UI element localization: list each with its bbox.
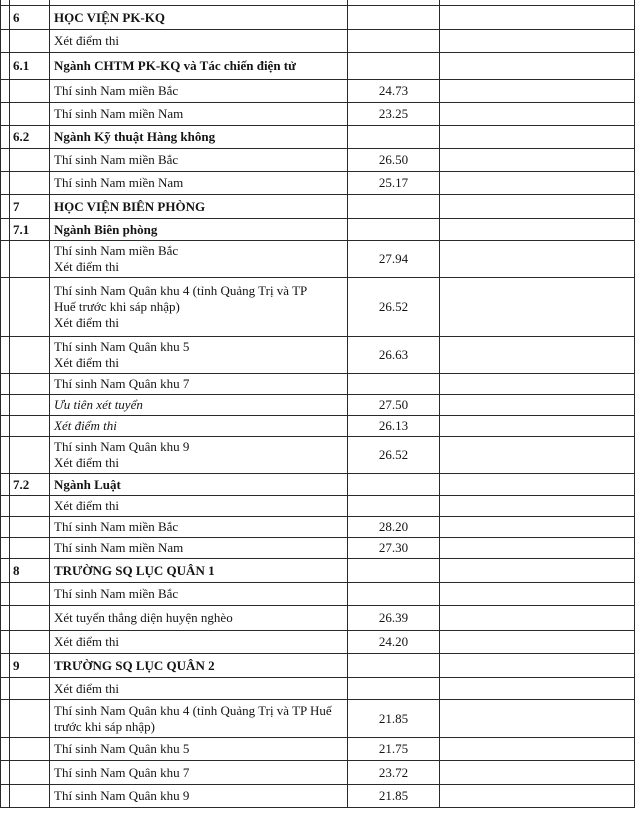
table-row — [1, 149, 635, 172]
row-name: Thí sinh Nam miền Bắc — [50, 517, 348, 538]
margin-cell — [1, 195, 10, 219]
row-note — [440, 219, 635, 241]
row-name: Xét tuyển thẳng diện huyện nghèo — [50, 606, 348, 631]
row-number — [10, 395, 50, 416]
row-score: 26.63 — [348, 337, 440, 374]
row-score: 23.25 — [348, 103, 440, 126]
row-note — [440, 278, 635, 337]
margin-cell — [1, 606, 10, 631]
margin-cell — [1, 785, 10, 808]
row-name-line: Thí sinh Nam Quân khu 4 (tỉnh Quảng Trị và TP — [54, 283, 308, 298]
margin-cell — [1, 103, 10, 126]
row-name-line: Thí sinh Nam Quân khu 4 (tỉnh Quảng Trị và TP Huế — [54, 702, 332, 718]
table-row — [1, 606, 635, 631]
row-score — [348, 559, 440, 583]
row-note — [440, 474, 635, 496]
table-row — [1, 761, 635, 785]
row-number: 6.1 — [10, 53, 50, 80]
row-number — [10, 606, 50, 631]
row-number: 6 — [10, 6, 50, 30]
margin-cell — [1, 149, 10, 172]
row-note — [440, 30, 635, 53]
row-score — [348, 583, 440, 606]
row-note — [440, 241, 635, 278]
row-note — [440, 761, 635, 785]
row-name: Ngành Kỹ thuật Hàng không — [50, 126, 348, 149]
row-name: HỌC VIỆN PK-KQ — [50, 6, 348, 30]
row-score: 27.94 — [348, 241, 440, 278]
table-row — [1, 785, 635, 808]
row-name: Xét điểm thi — [50, 416, 348, 437]
row-note — [440, 53, 635, 80]
row-note — [440, 374, 635, 395]
row-number: 6.2 — [10, 126, 50, 149]
row-number: 8 — [10, 559, 50, 583]
row-name: Ngành CHTM PK-KQ và Tác chiến điện tử — [50, 53, 348, 80]
row-note — [440, 6, 635, 30]
row-number: 9 — [10, 654, 50, 678]
row-note — [440, 606, 635, 631]
table-row — [1, 278, 635, 337]
table-row — [1, 219, 635, 241]
table-row — [1, 6, 635, 30]
row-name: Xét điểm thi — [50, 631, 348, 654]
margin-cell — [1, 126, 10, 149]
row-name: Ngành Luật — [50, 474, 348, 496]
row-number — [10, 416, 50, 437]
table-row — [1, 30, 635, 53]
row-score: 27.50 — [348, 395, 440, 416]
row-score: 28.20 — [348, 517, 440, 538]
table-row — [1, 337, 635, 374]
table-row — [1, 172, 635, 195]
table-row — [1, 538, 635, 559]
row-number — [10, 30, 50, 53]
margin-cell — [1, 30, 10, 53]
margin-cell — [1, 172, 10, 195]
margin-cell — [1, 219, 10, 241]
row-number — [10, 700, 50, 738]
row-score: 24.73 — [348, 80, 440, 103]
row-score — [348, 474, 440, 496]
row-score: 26.52 — [348, 278, 440, 337]
row-name-line: Thí sinh Nam Quân khu 5 — [54, 339, 190, 354]
row-name: Thí sinh Nam miền Nam — [50, 103, 348, 126]
table-row — [1, 517, 635, 538]
row-name: Xét điểm thi — [50, 678, 348, 700]
margin-cell — [1, 761, 10, 785]
row-note — [440, 785, 635, 808]
row-number — [10, 278, 50, 337]
row-note — [440, 172, 635, 195]
row-name: Thí sinh Nam miền Bắc — [50, 583, 348, 606]
row-name — [50, 337, 348, 374]
table-row — [1, 583, 635, 606]
row-score: 26.50 — [348, 149, 440, 172]
row-name: Xét điểm thi — [50, 30, 348, 53]
row-note — [440, 416, 635, 437]
margin-cell — [1, 80, 10, 103]
row-name: Thí sinh Nam miền Bắc — [50, 149, 348, 172]
margin-cell — [1, 6, 10, 30]
row-number — [10, 517, 50, 538]
row-note — [440, 538, 635, 559]
row-name: Ngành Biên phòng — [50, 219, 348, 241]
row-name: TRƯỜNG SQ LỤC QUÂN 1 — [50, 559, 348, 583]
table-row — [1, 195, 635, 219]
row-name-line: Xét điểm thi — [54, 315, 119, 330]
row-note — [440, 559, 635, 583]
row-number — [10, 437, 50, 474]
table-row — [1, 654, 635, 678]
table-row — [1, 53, 635, 80]
row-score — [348, 654, 440, 678]
row-score: 26.52 — [348, 437, 440, 474]
table-row — [1, 126, 635, 149]
table-row — [1, 395, 635, 416]
row-note — [440, 195, 635, 219]
table-row — [1, 474, 635, 496]
row-number — [10, 103, 50, 126]
row-name-line: Thí sinh Nam Quân khu 9 — [54, 439, 190, 454]
margin-cell — [1, 437, 10, 474]
table-row — [1, 496, 635, 517]
margin-cell — [1, 631, 10, 654]
row-number — [10, 583, 50, 606]
row-name — [50, 241, 348, 278]
margin-cell — [1, 474, 10, 496]
table-row — [1, 241, 635, 278]
row-number — [10, 785, 50, 808]
row-name-line: Thí sinh Nam miền Bắc — [54, 243, 179, 258]
row-number — [10, 761, 50, 785]
table-row — [1, 738, 635, 761]
margin-cell — [1, 395, 10, 416]
row-name — [50, 278, 348, 337]
row-note — [440, 496, 635, 517]
row-name: Thí sinh Nam Quân khu 9 — [50, 785, 348, 808]
margin-cell — [1, 738, 10, 761]
table-row — [1, 374, 635, 395]
row-name-line: Xét điểm thi — [54, 355, 119, 370]
row-number — [10, 149, 50, 172]
table-row — [1, 700, 635, 738]
margin-cell — [1, 374, 10, 395]
row-number: 7 — [10, 195, 50, 219]
row-score — [348, 195, 440, 219]
row-name — [50, 700, 348, 738]
margin-cell — [1, 416, 10, 437]
row-note — [440, 437, 635, 474]
row-note — [440, 149, 635, 172]
row-note — [440, 700, 635, 738]
row-note — [440, 631, 635, 654]
table-body — [1, 0, 635, 808]
row-note — [440, 103, 635, 126]
row-score: 23.72 — [348, 761, 440, 785]
row-note — [440, 126, 635, 149]
margin-cell — [1, 241, 10, 278]
row-number — [10, 738, 50, 761]
row-number — [10, 337, 50, 374]
row-number: 7.2 — [10, 474, 50, 496]
row-name-line: Xét điểm thi — [54, 455, 119, 470]
row-score: 25.17 — [348, 172, 440, 195]
margin-cell — [1, 654, 10, 678]
row-name: Ưu tiên xét tuyển — [50, 395, 348, 416]
row-score: 26.13 — [348, 416, 440, 437]
row-note — [440, 654, 635, 678]
row-number — [10, 80, 50, 103]
row-number — [10, 172, 50, 195]
margin-cell — [1, 337, 10, 374]
table-row — [1, 80, 635, 103]
row-name — [50, 437, 348, 474]
row-name: Thí sinh Nam Quân khu 7 — [50, 761, 348, 785]
row-score: 21.75 — [348, 738, 440, 761]
row-score — [348, 6, 440, 30]
row-name-line: Huế trước khi sáp nhập) — [54, 299, 180, 314]
row-note — [440, 583, 635, 606]
row-name: Thí sinh Nam miền Nam — [50, 172, 348, 195]
row-score — [348, 30, 440, 53]
margin-cell — [1, 517, 10, 538]
row-score: 26.39 — [348, 606, 440, 631]
row-name: Thí sinh Nam Quân khu 7 — [50, 374, 348, 395]
row-name: Xét điểm thi — [50, 496, 348, 517]
row-number — [10, 241, 50, 278]
table-row — [1, 437, 635, 474]
row-name: Thí sinh Nam Quân khu 5 — [50, 738, 348, 761]
margin-cell — [1, 278, 10, 337]
row-name: Thí sinh Nam miền Bắc — [50, 80, 348, 103]
row-score — [348, 374, 440, 395]
row-score — [348, 126, 440, 149]
row-name: Thí sinh Nam miền Nam — [50, 538, 348, 559]
table-row — [1, 103, 635, 126]
margin-cell — [1, 559, 10, 583]
row-number: 7.1 — [10, 219, 50, 241]
row-number — [10, 496, 50, 517]
margin-cell — [1, 538, 10, 559]
row-note — [440, 678, 635, 700]
margin-cell — [1, 678, 10, 700]
row-number — [10, 374, 50, 395]
row-score: 21.85 — [348, 700, 440, 738]
row-name: HỌC VIỆN BIÊN PHÒNG — [50, 195, 348, 219]
row-score — [348, 219, 440, 241]
row-name-line: Xét điểm thi — [54, 259, 119, 274]
table-row — [1, 678, 635, 700]
row-name: TRƯỜNG SQ LỤC QUÂN 2 — [50, 654, 348, 678]
margin-cell — [1, 496, 10, 517]
row-note — [440, 80, 635, 103]
table-row — [1, 631, 635, 654]
row-name-line: trước khi sáp nhập) — [54, 718, 155, 734]
table-row — [1, 559, 635, 583]
row-number — [10, 631, 50, 654]
margin-cell — [1, 53, 10, 80]
row-score: 21.85 — [348, 785, 440, 808]
table-row — [1, 416, 635, 437]
row-note — [440, 517, 635, 538]
row-note — [440, 738, 635, 761]
row-score — [348, 496, 440, 517]
row-score — [348, 678, 440, 700]
margin-cell — [1, 583, 10, 606]
row-number — [10, 678, 50, 700]
row-note — [440, 395, 635, 416]
margin-cell — [1, 700, 10, 738]
row-score — [348, 53, 440, 80]
row-score: 24.20 — [348, 631, 440, 654]
row-note — [440, 337, 635, 374]
row-score: 27.30 — [348, 538, 440, 559]
row-number — [10, 538, 50, 559]
